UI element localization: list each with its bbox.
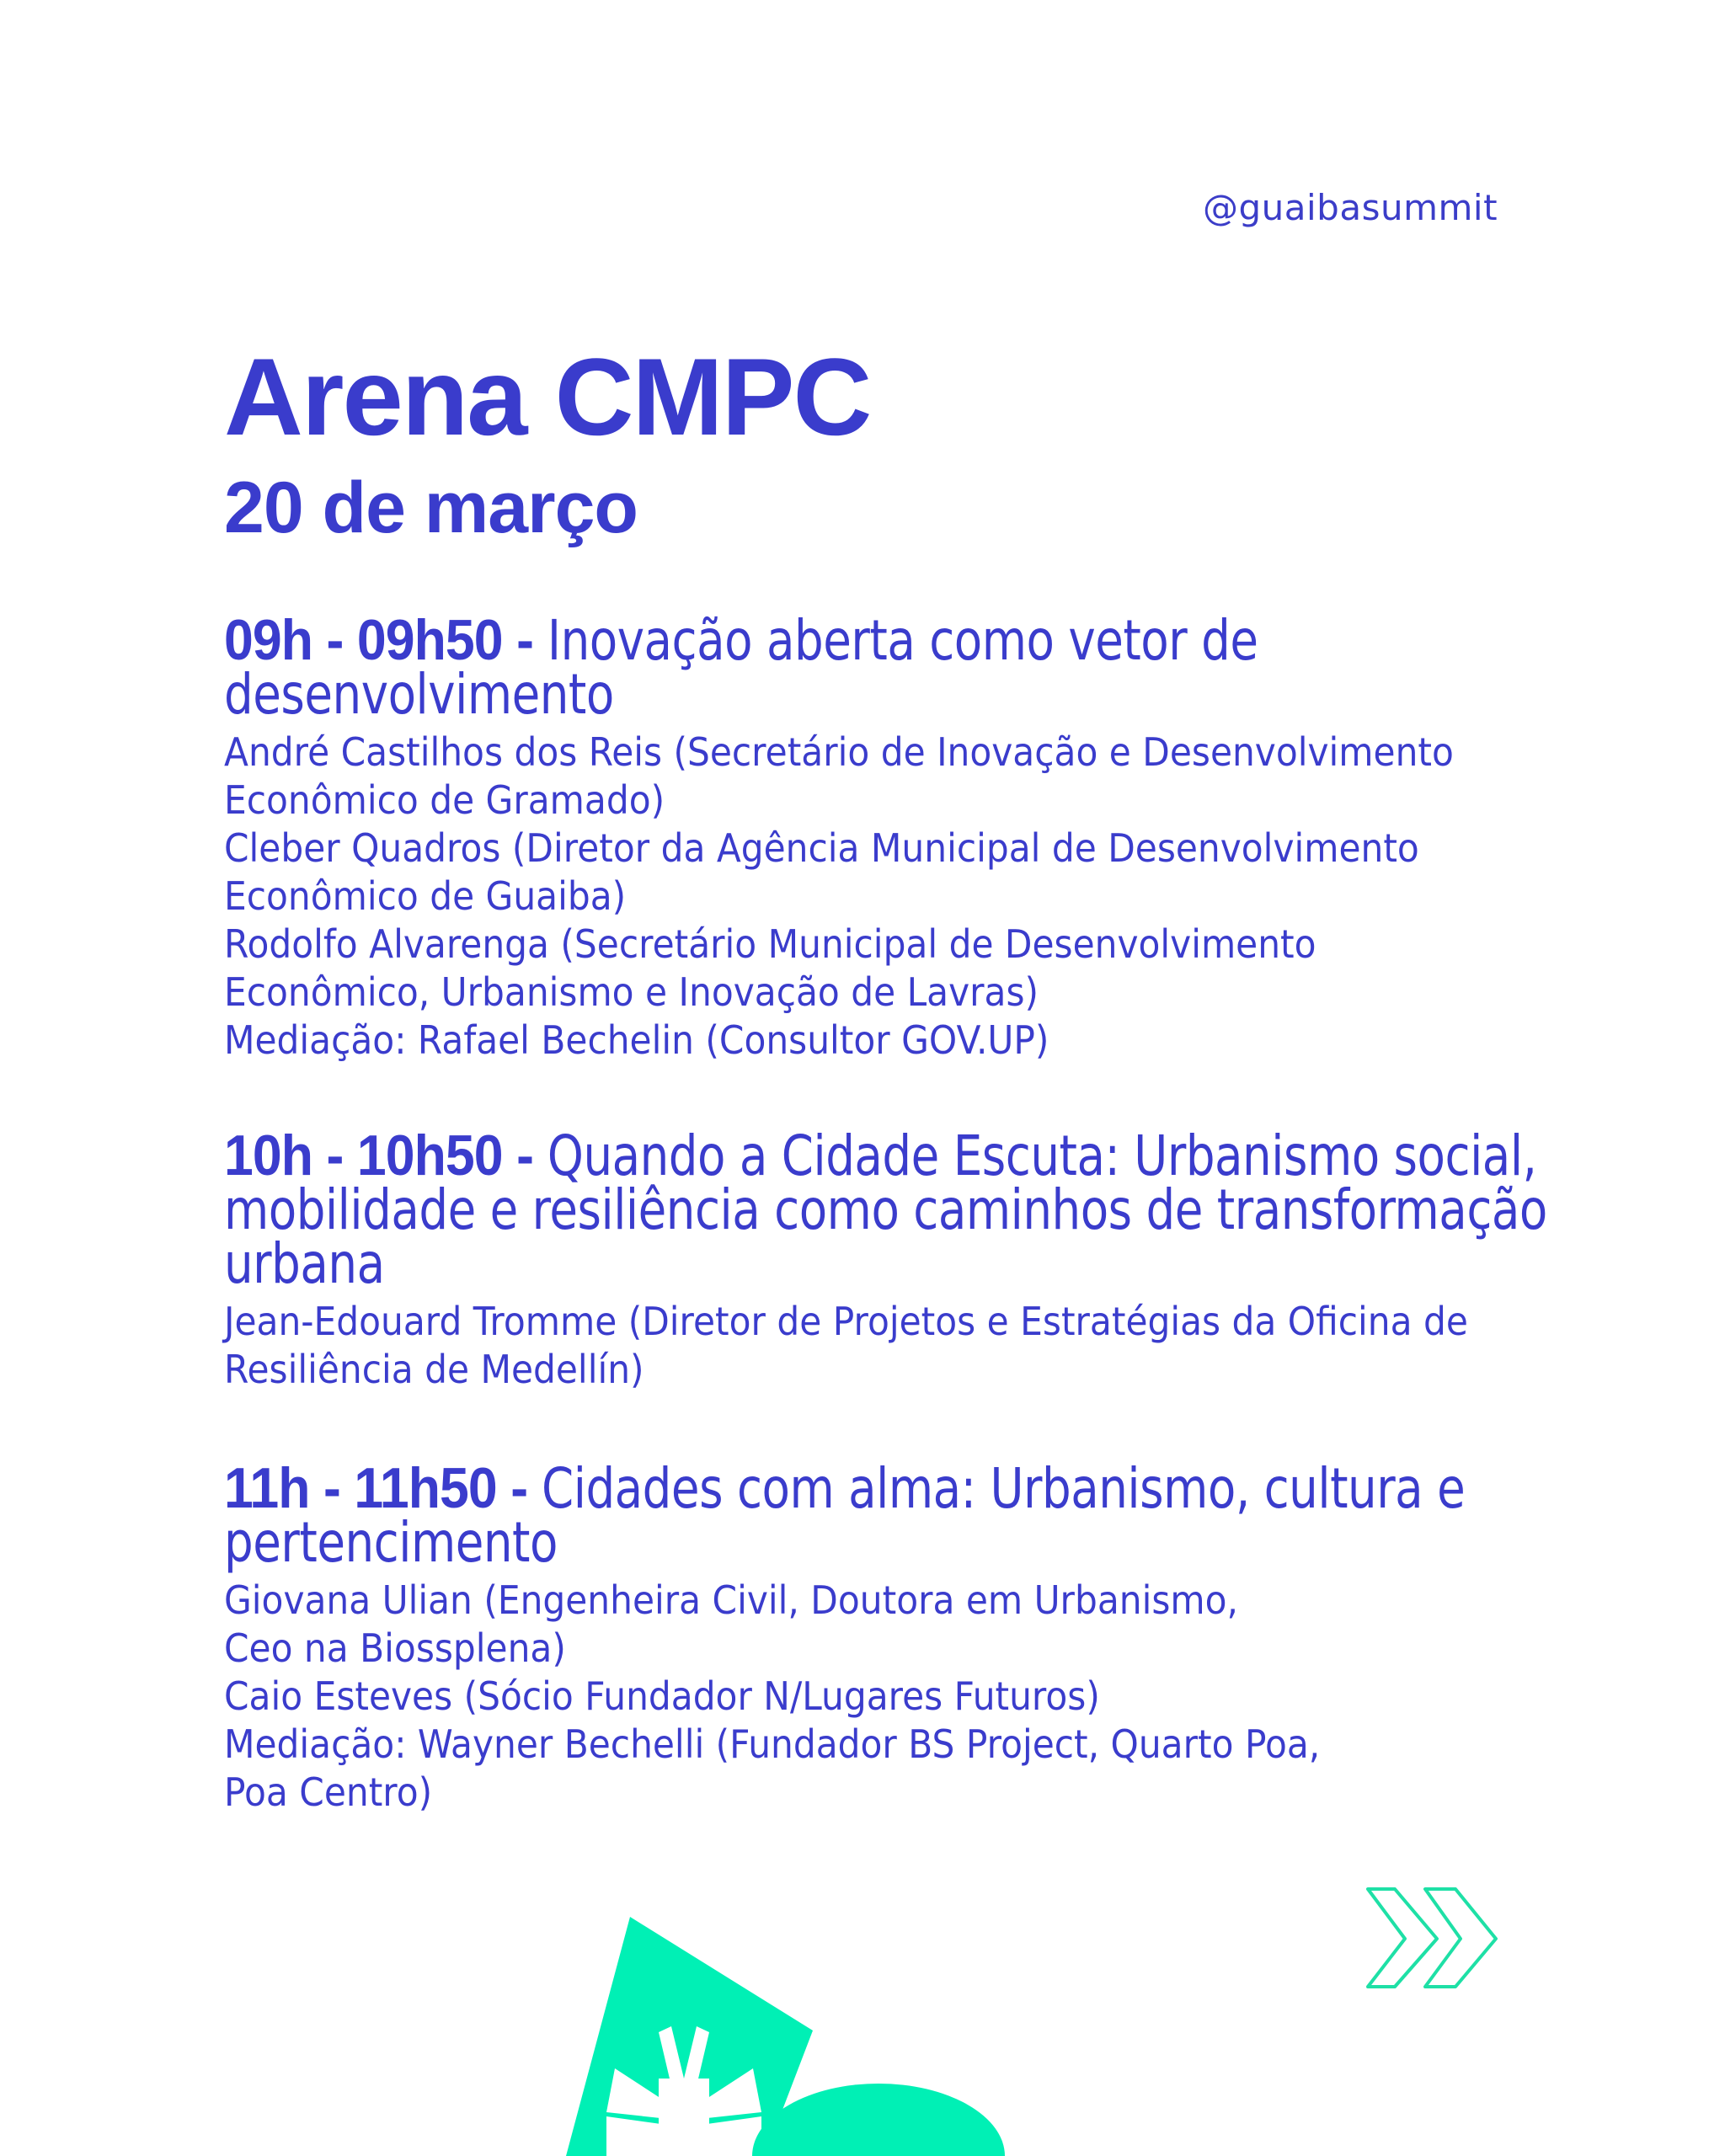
speaker-line: Econômico, Urbanismo e Inovação de Lavras): [224, 969, 1039, 1015]
moderator-line: Mediação: Rafael Bechelin (Consultor GOV.UP): [224, 1017, 1049, 1063]
half-circle-icon: [752, 2084, 1005, 2156]
session-title: Quando a Cidade Escuta: Urbanismo social, mobilidade e resiliência como caminhos de transformação urbana: [224, 1123, 1547, 1296]
session-1: [224, 608, 1656, 1065]
speaker-line: Caio Esteves (Sócio Fundador N/Lugares Futuros): [224, 1673, 1100, 1719]
moderator-line: Poa Centro): [224, 1769, 433, 1815]
session-heading: [224, 1123, 1658, 1296]
speaker-line: Jean-Edouard Tromme (Diretor de Projetos e Estratégias da Oficina de: [224, 1299, 1468, 1344]
session-heading: [224, 1456, 1658, 1575]
session-time: 10h - 10h50 -: [224, 1123, 534, 1187]
speaker-line: Ceo na Biossplena): [224, 1625, 566, 1671]
speaker-line: Econômico de Gramado): [224, 777, 665, 823]
session-title: Cidades com alma: Urbanismo, cultura e pertencimento: [224, 1456, 1466, 1575]
page-title: Arena CMPC: [224, 335, 871, 458]
speaker-list: [224, 1298, 1658, 1394]
speaker-list: [224, 1577, 1658, 1817]
speaker-line: André Castilhos dos Reis (Secretário de Inovação e Desenvolvimento: [224, 729, 1454, 775]
speaker-line: Econômico de Guaiba): [224, 873, 627, 919]
session-2: [224, 1123, 1656, 1394]
speaker-line: Cleber Quadros (Diretor da Agência Municipal de Desenvolvimento: [224, 825, 1419, 871]
moderator-line: Mediação: Wayner Bechelli (Fundador BS Project, Quarto Poa,: [224, 1721, 1321, 1767]
speaker-list: [224, 728, 1658, 1065]
event-date: 20 de março: [224, 467, 638, 548]
session-title: Inovação aberta como vetor de desenvolvimento: [224, 608, 1258, 727]
logo-asterisk-icon: [566, 1917, 813, 2156]
double-chevron-right-icon[interactable]: [1368, 1889, 1496, 1987]
session-heading: [224, 608, 1658, 727]
speaker-line: Giovana Ulian (Engenheira Civil, Doutora em Urbanismo,: [224, 1577, 1238, 1623]
speaker-line: Resiliência de Medellín): [224, 1347, 644, 1392]
speaker-line: Rodolfo Alvarenga (Secretário Municipal de Desenvolvimento: [224, 921, 1316, 967]
session-time: 09h - 09h50 -: [224, 608, 534, 672]
session-3: [224, 1456, 1656, 1817]
instagram-handle: @guaibasummit: [1203, 187, 1498, 228]
session-time: 11h - 11h50 -: [224, 1456, 528, 1520]
